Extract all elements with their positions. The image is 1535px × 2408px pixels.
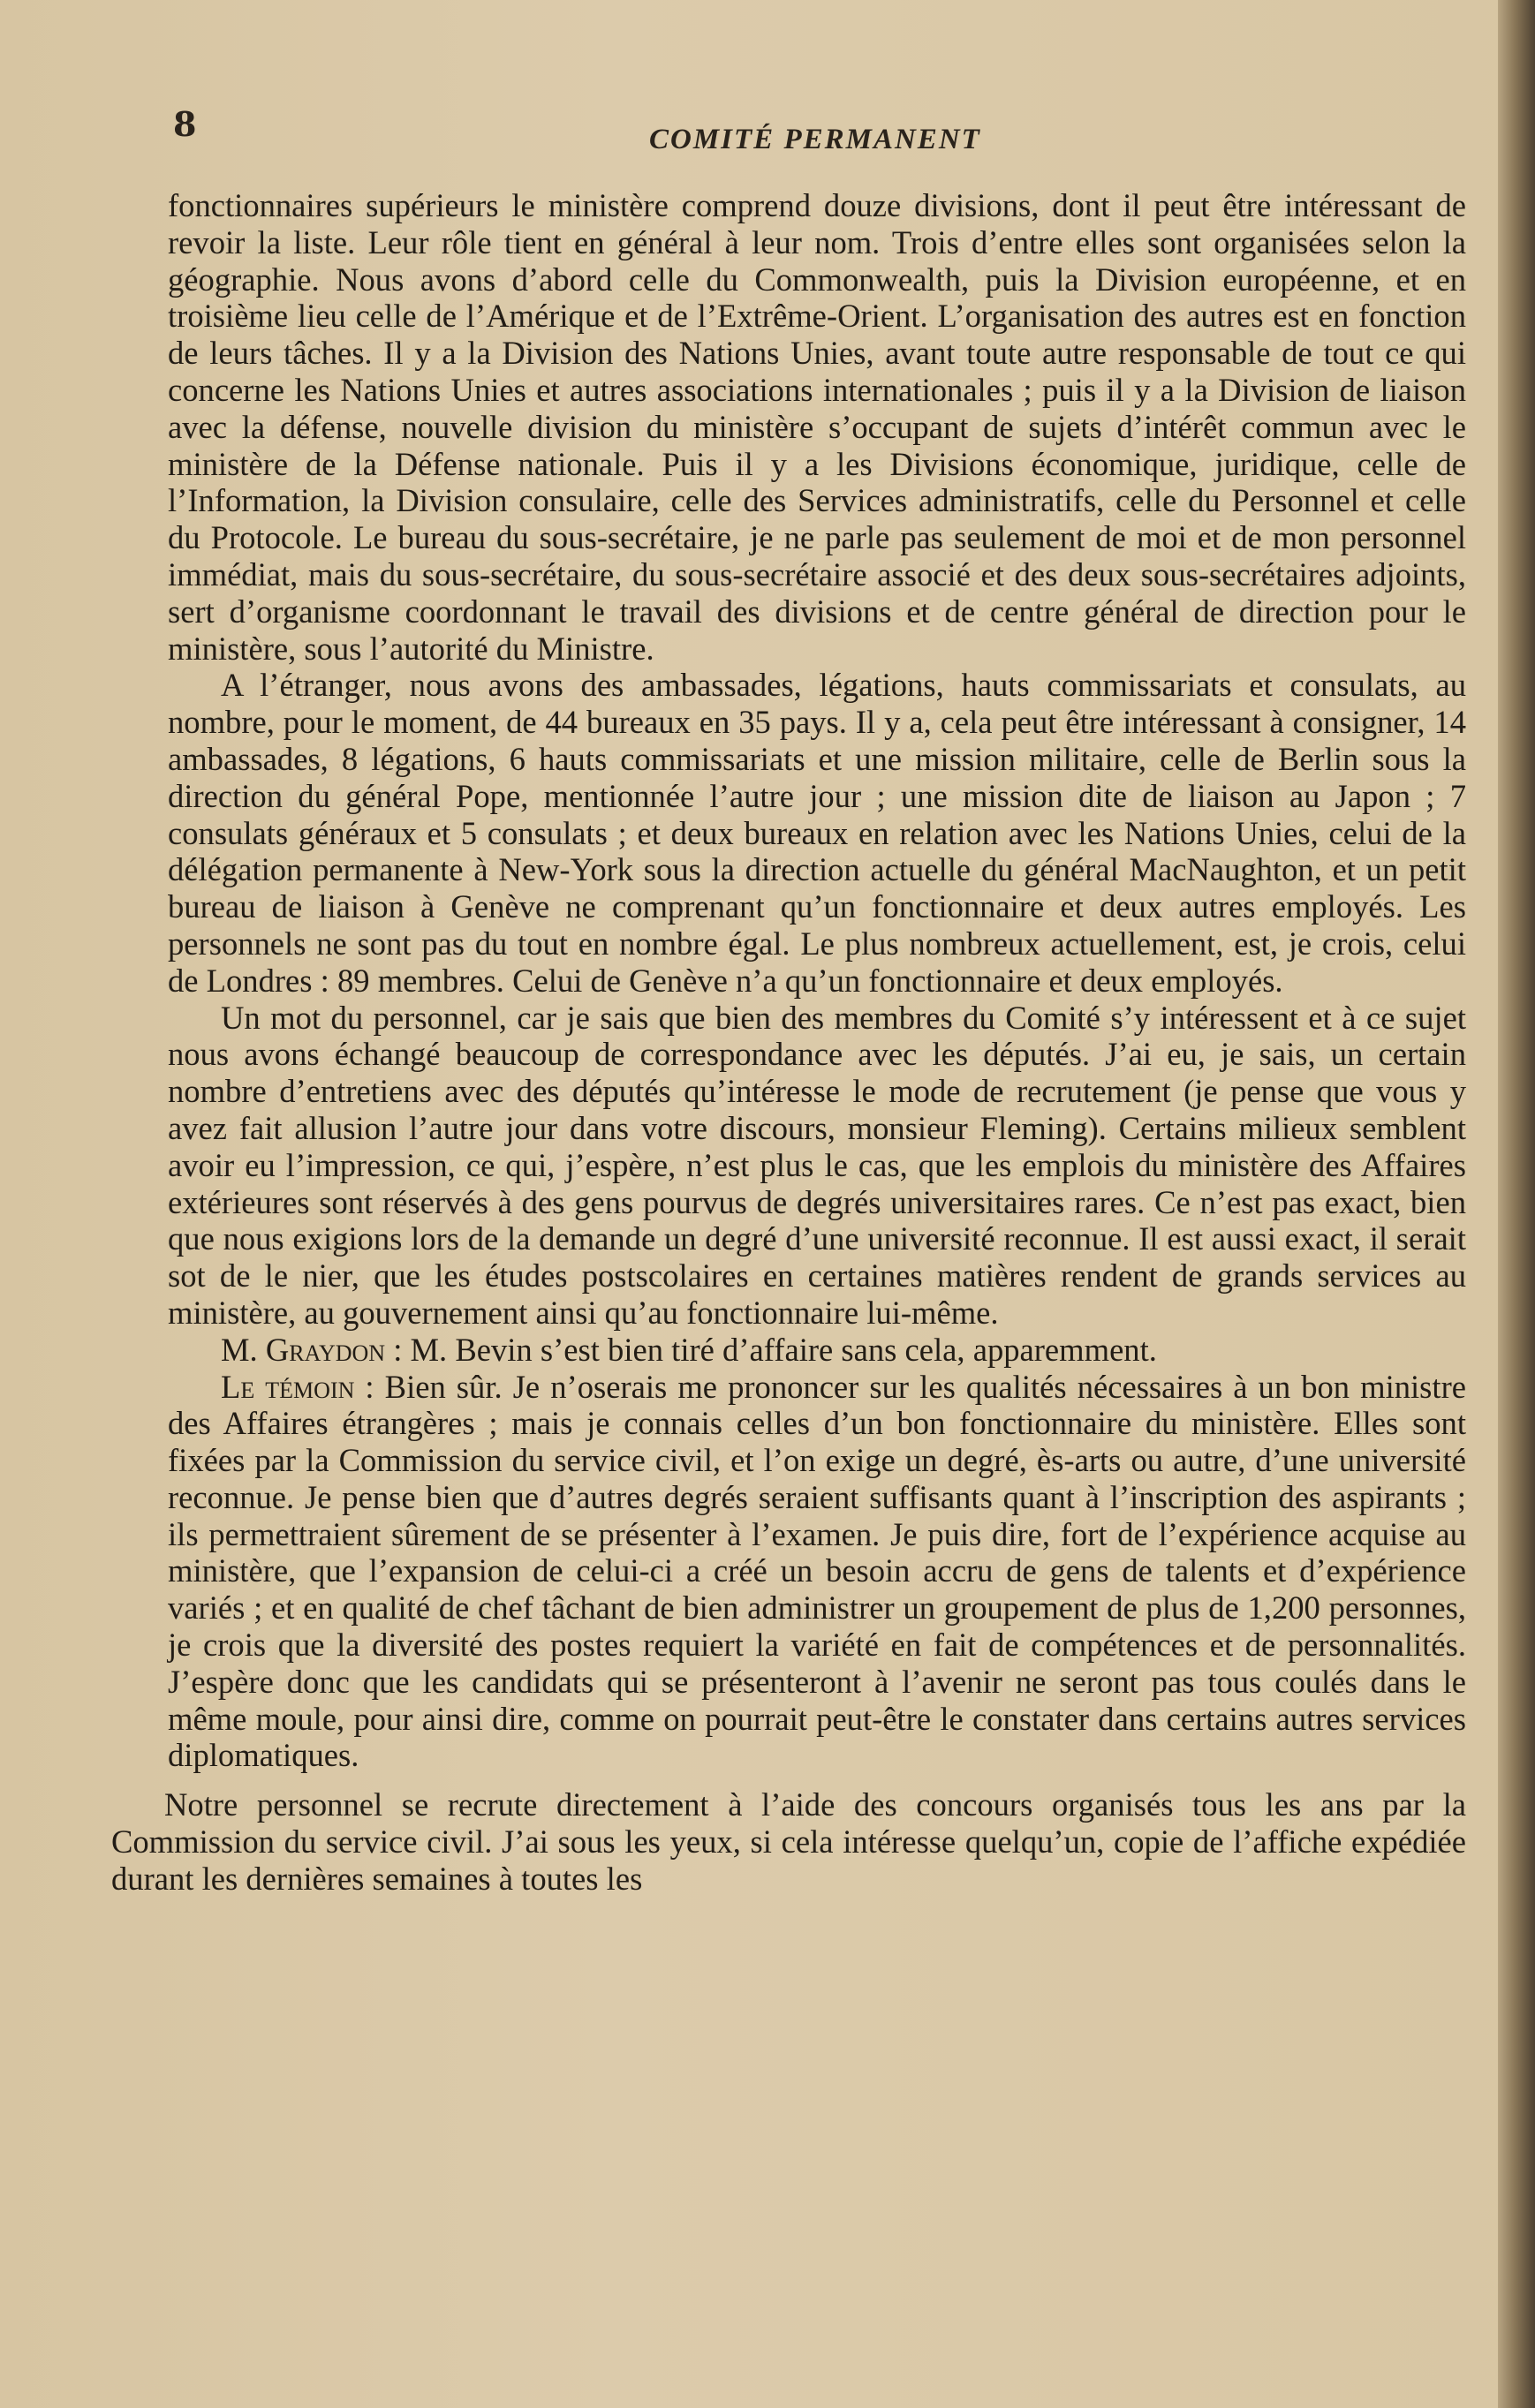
paragraph-witness	[168, 1369, 1466, 1775]
paragraph-graydon	[168, 1332, 1466, 1369]
paragraph-recruitment: Notre personnel se recrute directement à l’aide des concours organisés tous les ans par la Commission du service civil. J’ai sous les yeux, si cela intéresse quelqu’un, copie de l’affiche expédiée durant les dernières semaines à toutes les	[111, 1786, 1466, 1897]
witness-answer: Bien sûr. Je n’oserais me prononcer sur les qualités nécessaires à un bon ministre des Affaires étrangères ; mais je connais celles d’un bon fonctionnaire du ministère. Elles sont fixées par la Commission du service civil, et l’on exige un degré, ès-arts ou autre, d’une université reconnue. Je pense bien que d’autres degrés seraient suffisants quant à l’inscription des aspirants ; ils permettraient sûrement de se présenter à l’examen. Je puis dire, fort de l’expérience acquise au ministère, que l’expansion de celui-ci a créé un besoin accru de gens de talents et d’expérience variés ; et en qualité de chef tâchant de bien administrer un groupement de plus de 1,200 personnes, je crois que la diversité des postes requiert la variété en fait de compétences et de personnalités. J’espère donc que les candidats qui se présenteront à l’avenir ne seront pas tous coulés dans le même moule, pour ainsi dire, comme on pourrait peut-être le constater dans certains autres services diplomatiques.	[168, 1368, 1466, 1774]
running-title: COMITÉ PERMANENT	[649, 124, 981, 155]
graydon-remark: M. Bevin s’est bien tiré d’affaire sans cela, apparemment.	[402, 1331, 1157, 1368]
paragraph-abroad: A l’étranger, nous avons des ambassades, légations, hauts commissariats et consulats, au nombre, pour le moment, de 44 bureaux en 35 pays. Il y a, cela peut être intéressant à consigner, 14 ambassades, 8 légations, 6 hauts commissariats et une mission militaire, celle de Berlin sous la direction du général Pope, mentionnée l’autre jour ; une mission dite de liaison au Japon ; 7 consulats généraux et 5 consulats ; et deux bureaux en relation avec les Nations Unies, celui de la délégation permanente à New-York sous la direction actuelle du général MacNaughton, et un petit bureau de liaison à Genève ne comprenant qu’un fonctionnaire et deux autres employés. Les personnels ne sont pas du tout en nombre égal. Le plus nombreux actuellement, est, je crois, celui de Londres : 89 membres. Celui de Genève n’a qu’un fonctionnaire et deux employés.	[168, 667, 1466, 999]
paragraph-divisions: fonctionnaires supérieurs le ministère comprend douze divisions, dont il peut être intéressant de revoir la liste. Leur rôle tient en général à leur nom. Trois d’entre elles sont organisées selon la géographie. Nous avons d’abord celle du Commonwealth, puis la Division européenne, et en troisième lieu celle de l’Amérique et de l’Extrême-Orient. L’organisation des autres est en fonction de leurs tâches. Il y a la Division des Nations Unies, avant toute autre responsable de tout ce qui concerne les Nations Unies et autres associations internationales ; puis il y a la Division de liaison avec la défense, nouvelle division du ministère s’occupant de sujets d’intérêt commun avec le ministère de la Défense nationale. Puis il y a les Divisions économique, juridique, celle de l’Information, la Division consulaire, celle des Services administratifs, celle du Personnel et celle du Protocole. Le bureau du sous-secrétaire, je ne parle pas seulement de moi et de mon personnel immédiat, mais du sous-secrétaire, du sous-secrétaire associé et des deux sous-secrétaires adjoints, sert d’organisme coordonnant le travail des divisions et de centre général de direction pour le ministère, sous l’autorité du Ministre.	[168, 187, 1466, 667]
page-number: 8	[173, 104, 197, 144]
body-text	[111, 187, 1466, 1898]
paragraph-personnel: Un mot du personnel, car je sais que bien des membres du Comité s’y intéressent et à ce sujet nous avons échangé beaucoup de correspondance avec les députés. J’ai eu, je sais, un certain nombre d’entretiens avec des députés qu’intéresse le mode de recrutement (je pense que vous y avez fait allusion l’autre jour dans votre discours, monsieur Fleming). Certains milieux semblent avoir eu l’impression, ce qui, j’espère, n’est plus le cas, que les emplois du ministère des Affaires extérieures sont réservés à des gens pourvus de degrés universitaires rares. Ce n’est pas exact, bien que nous exigions lors de la demande un degré d’une université reconnue. Il est aussi exact, il serait sot de le nier, que les études postscolaires en certaines matières rendent de grands services au ministère, au gouvernement ainsi qu’au fonctionnaire lui-même.	[168, 999, 1466, 1331]
speaker-graydon: M. Graydon :	[221, 1331, 403, 1368]
speaker-witness: Le témoin :	[221, 1368, 374, 1405]
page-binding-edge	[1498, 0, 1535, 2408]
